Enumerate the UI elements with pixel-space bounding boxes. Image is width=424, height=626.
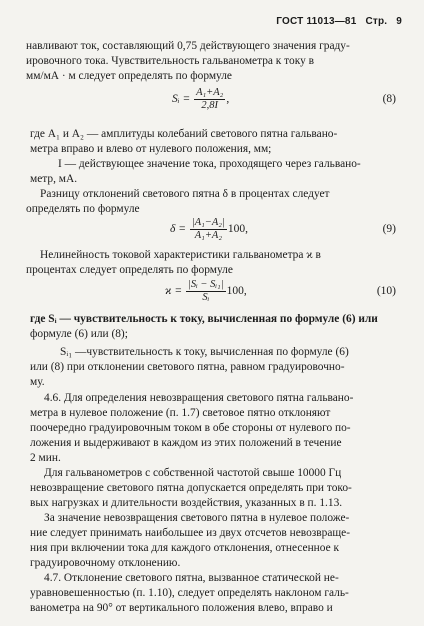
text-line: уравновешенностью (п. 1.10), следует определять наклоном галь- (30, 587, 349, 599)
text-line: метра в нулевое положение (п. 1.7) световое пятно отклоняют (30, 407, 331, 419)
text-line: ировочного тока. Чувствительность гальванометра к току в (26, 55, 314, 67)
fraction (186, 279, 226, 304)
formula-lhs: Sᵢ = (172, 93, 191, 106)
fraction (190, 217, 227, 242)
text-line: Sᵢ₁ —чувствительность к току, вычисленная по формуле (6) (60, 346, 349, 358)
formula-tail: 100, (227, 223, 248, 236)
text-line: 2 мин. (30, 452, 61, 464)
text-line: 4.7. Отклонение светового пятна, вызванное статической не- (44, 572, 339, 584)
text-line: мм/мА · м следует определять по формуле (26, 70, 232, 82)
numerator: A₁+A₂ (196, 87, 224, 98)
text-line: ложения и выдерживают в каждом из этих положений в течение (30, 437, 342, 449)
text-line: невозвращение светового пятна допускается определять при токо- (30, 482, 352, 494)
denominator: 2,8I (201, 100, 219, 111)
numerator: |Sᵢ − Sᵢ₁| (187, 279, 224, 290)
equation-number-10: (10) (376, 285, 396, 297)
numerator: |A₁−A₂| (191, 217, 225, 228)
formula-lhs: ϰ = (165, 285, 183, 298)
text-line: или (8) при отклонении светового пятна, равном градуировочно- (30, 361, 345, 373)
text-line: ния при включении тока для каждого отклонения, отнесенное к (30, 542, 340, 554)
equation-number-9: (9) (382, 223, 396, 235)
equation-number-8: (8) (382, 93, 396, 105)
text-line: метра вправо и влево от нулевого положения, мм; (30, 143, 272, 155)
text-line: Нелинейность токовой характеристики гальванометра ϰ в (40, 249, 321, 261)
page-number: 9 (396, 16, 402, 27)
text-line: формуле (6) или (8); (30, 328, 128, 340)
page-header (276, 16, 402, 27)
denominator: A₁+A₂ (194, 230, 222, 241)
formula-tail: 100, (226, 285, 247, 298)
text-line: поочередно градуировочным током в обе стороны от нулевого по- (30, 422, 351, 434)
page-label: Стр. (365, 16, 388, 27)
text-line: За значение невозвращения светового пятна в нулевое положе- (44, 512, 350, 524)
formula-tail: , (226, 93, 230, 106)
denominator: Sᵢ (202, 292, 210, 303)
formula-8 (172, 87, 229, 112)
formula-10 (165, 279, 247, 304)
formula-9 (170, 217, 248, 242)
text-line: Для гальванометров с собственной частотой свыше 10000 Гц (44, 467, 342, 479)
text-line: навливают ток, составляющий 0,75 действующего значения граду- (26, 40, 350, 52)
text-line: I — действующее значение тока, проходящего через гальвано- (58, 158, 361, 170)
text-line: процентах следует определять по формуле (26, 264, 233, 276)
text-line: ванометра на 90° от вертикального положения влево, вправо и (30, 602, 333, 614)
text-line: где Sᵢ — чувствительность к току, вычисленная по формуле (6) или (30, 313, 378, 325)
standard-number: ГОСТ 11013—81 (276, 16, 357, 27)
text-line: Разницу отклонений светового пятна δ в процентах следует (40, 188, 330, 200)
text-line: где A₁ и A₂ — амплитуды колебаний светового пятна гальвано- (30, 128, 338, 140)
text-line: му. (30, 376, 45, 388)
text-line: определять по формуле (26, 203, 140, 215)
text-line: 4.6. Для определения невозвращения светового пятна гальвано- (44, 392, 354, 404)
text-line: вых нагрузках и длительности воздействия, указанных в п. 1.13. (30, 497, 343, 509)
text-line: метр, мА. (30, 173, 78, 185)
formula-lhs: δ = (170, 223, 186, 236)
fraction (194, 87, 225, 112)
text-line: ние следует принимать наибольшее из двух отсчетов невозвраще- (30, 527, 351, 539)
text-line: градуировочному отклонению. (30, 557, 181, 569)
